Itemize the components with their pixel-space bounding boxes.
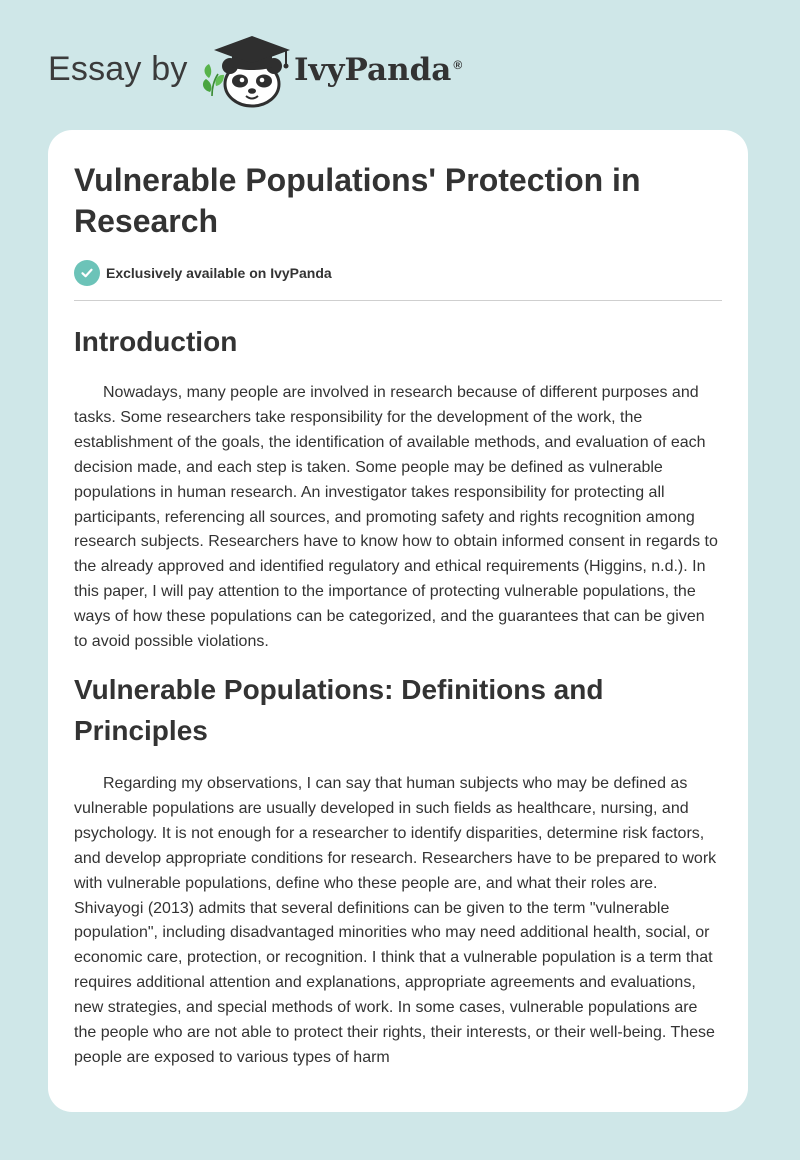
section-paragraph-introduction: Nowadays, many people are involved in research because of different purposes and tasks. Some researchers take responsibility for the development of the work, the establishment of the goals, the identification of available methods, and evaluation of each decision made, and each step is taken. Some people may be defined as vulnerable populations in human research. An investigator takes responsibility for protecting all participants, referencing all sources, and promoting safety and rights recognition among research subjects. Researchers have to know how to obtain informed consent in regards to the already approved and identified regulatory and ethical requirements (Higgins, n.d.). In this paper, I will pay attention to the importance of protecting vulnerable populations, the ways of how these populations can be categorized, and the guarantees that can be given to avoid possible violations. xyxy=(74,384,718,651)
section-paragraph-definitions: Regarding my observations, I can say that human subjects who may be defined as vulnerable populations are usually developed in such fields as healthcare, nursing, and psychology. It is not enough for a researcher to identify disparities, determine risk factors, and develop appropriate conditions for research. Researchers have to be prepared to work with vulnerable populations, define who these people are, and what their roles are. Shivayogi (2013) admits that several definitions can be given to the term "vulnerable population", including disadvantaged minorities who may need additional health, social, or economic care, protection, or recognition. I think that a vulnerable population is a term that requires additional attention and explanations, appropriate agreements and evaluations, new strategies, and special methods of work. In some cases, vulnerable populations are the people who are not able to protect their rights, their interests, or their well-being. These people are exposed to various types of harm xyxy=(74,774,717,1066)
section-heading-definitions: Vulnerable Populations: Definitions and Principles xyxy=(74,673,604,746)
checkmark-icon xyxy=(74,260,100,286)
exclusive-badge-text: Exclusively available on IvyPanda xyxy=(106,265,332,281)
ivy-leaf-icon xyxy=(203,64,224,96)
brand-header[interactable] xyxy=(48,34,468,108)
exclusive-badge xyxy=(74,260,722,286)
registered-mark: ® xyxy=(453,57,463,72)
brand-prefix: Essay by xyxy=(48,50,188,88)
brand-name: IvyPanda ® xyxy=(294,52,463,88)
essay-card xyxy=(48,130,748,1112)
panda-logo-icon xyxy=(200,34,292,108)
title-divider xyxy=(74,300,722,301)
section-heading-introduction: Introduction xyxy=(74,326,238,357)
essay-title: Vulnerable Populations' Protection in Research xyxy=(74,162,641,239)
